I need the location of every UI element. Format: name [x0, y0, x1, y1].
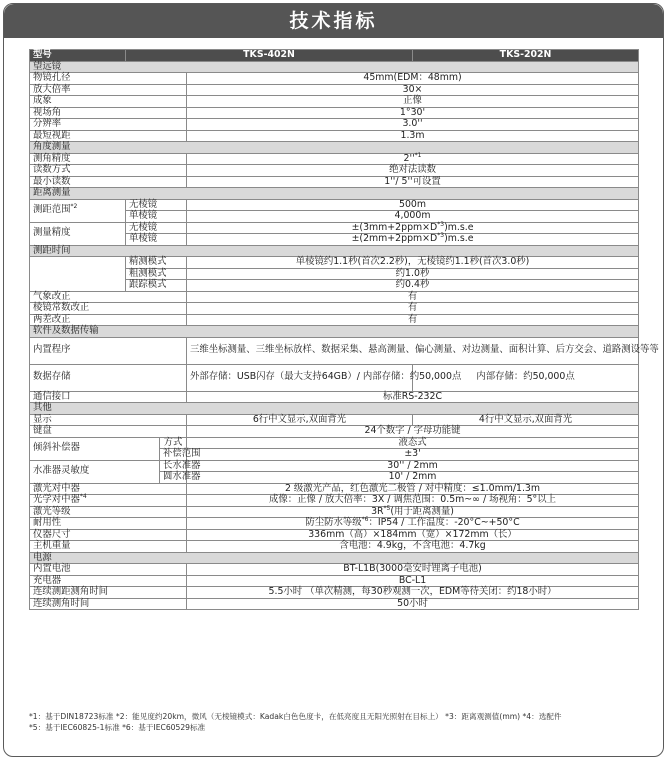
row-value: 液态式: [187, 437, 639, 449]
header-model-b: TKS-202N: [413, 50, 639, 62]
row-value: 约1.0秒: [187, 268, 639, 280]
row-value: [187, 222, 639, 234]
row-label: 测量精度: [30, 222, 126, 245]
row-label: 显示: [30, 414, 187, 426]
row-label: 读数方式: [30, 165, 187, 177]
row-label: 主机重量: [30, 541, 187, 553]
row-value-a: 6行中文显示,双面背光: [187, 414, 413, 426]
row-value: 3.0'': [187, 119, 639, 131]
row-value: [187, 515, 639, 530]
table-row: [30, 165, 639, 177]
row-value: 45mm(EDM：48mm): [187, 73, 639, 85]
table-row: [30, 506, 639, 518]
row-value: 30'' / 2mm: [187, 460, 639, 472]
row-label: 键盘: [30, 426, 187, 438]
spec-table: [29, 49, 659, 610]
table-row: [30, 337, 639, 364]
row-value: 5.5小时 （单次精测，每30秒观测一次，EDM等待关闭：约18小时）: [187, 587, 639, 599]
footnote-mark: *2: [70, 203, 78, 211]
value-text: 防尘防水等级: [305, 517, 362, 528]
sub-label: 无棱镜: [126, 222, 187, 234]
label-text: 测距范围: [33, 204, 71, 216]
row-label-empty: [30, 257, 126, 292]
table-row: [30, 96, 639, 108]
category-telescope: 望远镜: [30, 61, 639, 73]
footnote-line: *5：基于IEC60825-1标准 *6：基于IEC60529标准: [29, 723, 206, 732]
value-text: )m.s.e: [444, 221, 474, 233]
table-row: [30, 199, 639, 211]
row-label: [30, 492, 187, 507]
row-label: 连续测角时间: [30, 598, 187, 610]
row-value: 4,000m: [187, 211, 639, 223]
footnote-mark: *1: [414, 151, 422, 159]
row-value: 单棱镜约1.1秒(首次2.2秒)，无棱镜约1.1秒(首次3.0秒): [187, 257, 639, 269]
row-value: 10' / 2mm: [187, 472, 639, 484]
row-value: 1''/ 5''可设置: [187, 176, 639, 188]
category-power: 电源: [30, 552, 639, 564]
row-value-a: 外部存储：USB闪存（最大支持64GB）/ 内部存储：约50,000点: [187, 364, 413, 391]
value-text: ：IP54 / 工作温度：-20°C~+50°C: [368, 517, 520, 528]
table-row: [30, 414, 639, 426]
table-row: [30, 575, 639, 587]
table-row: [30, 587, 639, 599]
row-value: 有: [187, 291, 639, 303]
sub-label: 单棱镜: [126, 234, 187, 246]
table-row: [30, 291, 639, 303]
row-label: 棱镜常数改正: [30, 303, 187, 315]
row-label: 水准器灵敏度: [30, 460, 160, 483]
row-value: 24个数字 / 字母功能键: [187, 426, 639, 438]
row-value: 50小时: [187, 598, 639, 610]
table-row: [30, 541, 639, 553]
value-text: ±(2mm+2ppm×D: [351, 233, 438, 244]
table-row: [30, 303, 639, 315]
row-label: 激光对中器: [30, 483, 187, 495]
table-row: [30, 257, 639, 269]
table-row: [30, 119, 639, 131]
row-label: 测角精度: [30, 153, 187, 165]
row-value-b: 内部存储：约50,000点: [413, 364, 639, 391]
row-label: 视场角: [30, 107, 187, 119]
row-value: 500m: [187, 199, 639, 211]
row-label: 内置电池: [30, 564, 187, 576]
label-text: 光学对中器: [33, 494, 80, 505]
footnote-mark: *5: [383, 504, 391, 512]
footnote-mark: *4: [79, 492, 87, 500]
table-row: [30, 495, 639, 507]
sub-label: 粗测模式: [126, 268, 187, 280]
title-bar: [4, 4, 663, 38]
row-value: 336mm（高）×184mm（宽）×172mm（长）: [187, 529, 639, 541]
row-label: 通信接口: [30, 391, 187, 403]
table-row: [30, 73, 639, 85]
sub-label: 无棱镜: [126, 199, 187, 211]
row-value: 成像：正像 / 放大倍率：3X / 调焦范围：0.5m~∞ / 场视角：5°以上: [187, 495, 639, 507]
row-value: 绝对法读数: [187, 165, 639, 177]
row-value: 约0.4秒: [187, 280, 639, 292]
table-row: [30, 84, 639, 96]
footnote-mark: *3: [437, 220, 445, 228]
row-label: 两差改正: [30, 314, 187, 326]
footnote-line: *1：基于DIN18723标准 *2：能见度约20km，微风（无棱镜模式：Kadak白色色度卡，在低亮度且无阳光照射在目标上） *3：距离观测值(mm) *4：选配件: [29, 712, 562, 721]
sub-label: 补偿范围: [160, 449, 187, 461]
row-value-b: 4行中文显示,双面背光: [413, 414, 639, 426]
row-label: 耐用性: [30, 518, 187, 530]
row-value: ±3': [187, 449, 639, 461]
row-label: 最短视距: [30, 130, 187, 142]
row-value: [187, 153, 639, 165]
table-row: [30, 437, 639, 449]
row-label: 物镜孔径: [30, 73, 187, 85]
value-text: 2'': [403, 152, 415, 164]
row-value: 正像: [187, 96, 639, 108]
row-label: 内置程序: [30, 337, 187, 364]
value-text: ±(3mm+2ppm×D: [351, 221, 438, 233]
row-label: 连续测距测角时间: [30, 587, 187, 599]
sub-label: 圆水准器: [160, 472, 187, 484]
table-row: [30, 483, 639, 495]
page-title: 技术指标: [289, 10, 378, 32]
row-value: 含电池：4.9kg，不含电池：4.7kg: [187, 541, 639, 553]
header-model-a: TKS-402N: [126, 50, 413, 62]
row-label: 最小读数: [30, 176, 187, 188]
table-row: [30, 391, 639, 403]
table-header-row: [30, 50, 639, 62]
category-other: 其他: [30, 403, 639, 415]
table-row: [30, 564, 639, 576]
row-value: 1°30': [187, 107, 639, 119]
table-row: [30, 364, 639, 391]
row-value: [187, 231, 639, 246]
category-software: 软件及数据传输: [30, 326, 639, 338]
row-value: 标准RS-232C: [187, 391, 639, 403]
row-label: 仪器尺寸: [30, 529, 187, 541]
sub-label: 单棱镜: [126, 211, 187, 223]
sub-label: 方式: [160, 437, 187, 449]
row-value: BT-L1B(3000毫安时锂离子电池): [187, 564, 639, 576]
table-row: [30, 460, 639, 472]
table-row: [30, 529, 639, 541]
value-text: 3R: [371, 505, 384, 517]
sub-label: 长水准器: [160, 460, 187, 472]
category-distance: 距离测量: [30, 188, 639, 200]
row-label: 放大倍率: [30, 84, 187, 96]
header-model-label: 型号: [30, 50, 126, 62]
category-time: 测距时间: [30, 245, 639, 257]
table-row: [30, 176, 639, 188]
table-row: [30, 518, 639, 530]
spec-sheet: [3, 3, 664, 757]
row-value: [187, 506, 639, 518]
row-label: 激光等级: [30, 506, 187, 518]
table-row: [30, 426, 639, 438]
row-value: 1.3m: [187, 130, 639, 142]
sub-label: 跟踪模式: [126, 280, 187, 292]
row-label: 分辨率: [30, 119, 187, 131]
table-row: [30, 222, 639, 234]
table-row: [30, 598, 639, 610]
row-value: 有: [187, 303, 639, 315]
row-label: 成象: [30, 96, 187, 108]
table-row: [30, 107, 639, 119]
row-label: 充电器: [30, 575, 187, 587]
row-label: 数据存储: [30, 364, 187, 391]
footnote-mark: *3: [437, 231, 445, 239]
sub-label: 精测模式: [126, 257, 187, 269]
value-text: (用于距离测量): [390, 505, 454, 517]
row-value: 2 级激光产品，红色激光二极管 / 对中精度：≤1.0mm/1.3m: [187, 483, 639, 495]
footnotes: [29, 711, 649, 733]
table-row: [30, 153, 639, 165]
row-value: BC-L1: [187, 575, 639, 587]
row-label: [30, 199, 126, 222]
row-value: 有: [187, 314, 639, 326]
footnote-mark: *6: [361, 515, 369, 523]
table-row: [30, 130, 639, 142]
row-value: 三维坐标测量、三维坐标放样、数据采集、悬高测量、偏心测量、对边测量、面积计算、后方交会、道路测设等等: [187, 337, 639, 364]
value-text: )m.s.e: [444, 233, 474, 244]
row-label: 倾斜补偿器: [30, 437, 160, 460]
category-angle: 角度测量: [30, 142, 639, 154]
row-value: 30×: [187, 84, 639, 96]
row-label: 气象改正: [30, 291, 187, 303]
table-row: [30, 314, 639, 326]
